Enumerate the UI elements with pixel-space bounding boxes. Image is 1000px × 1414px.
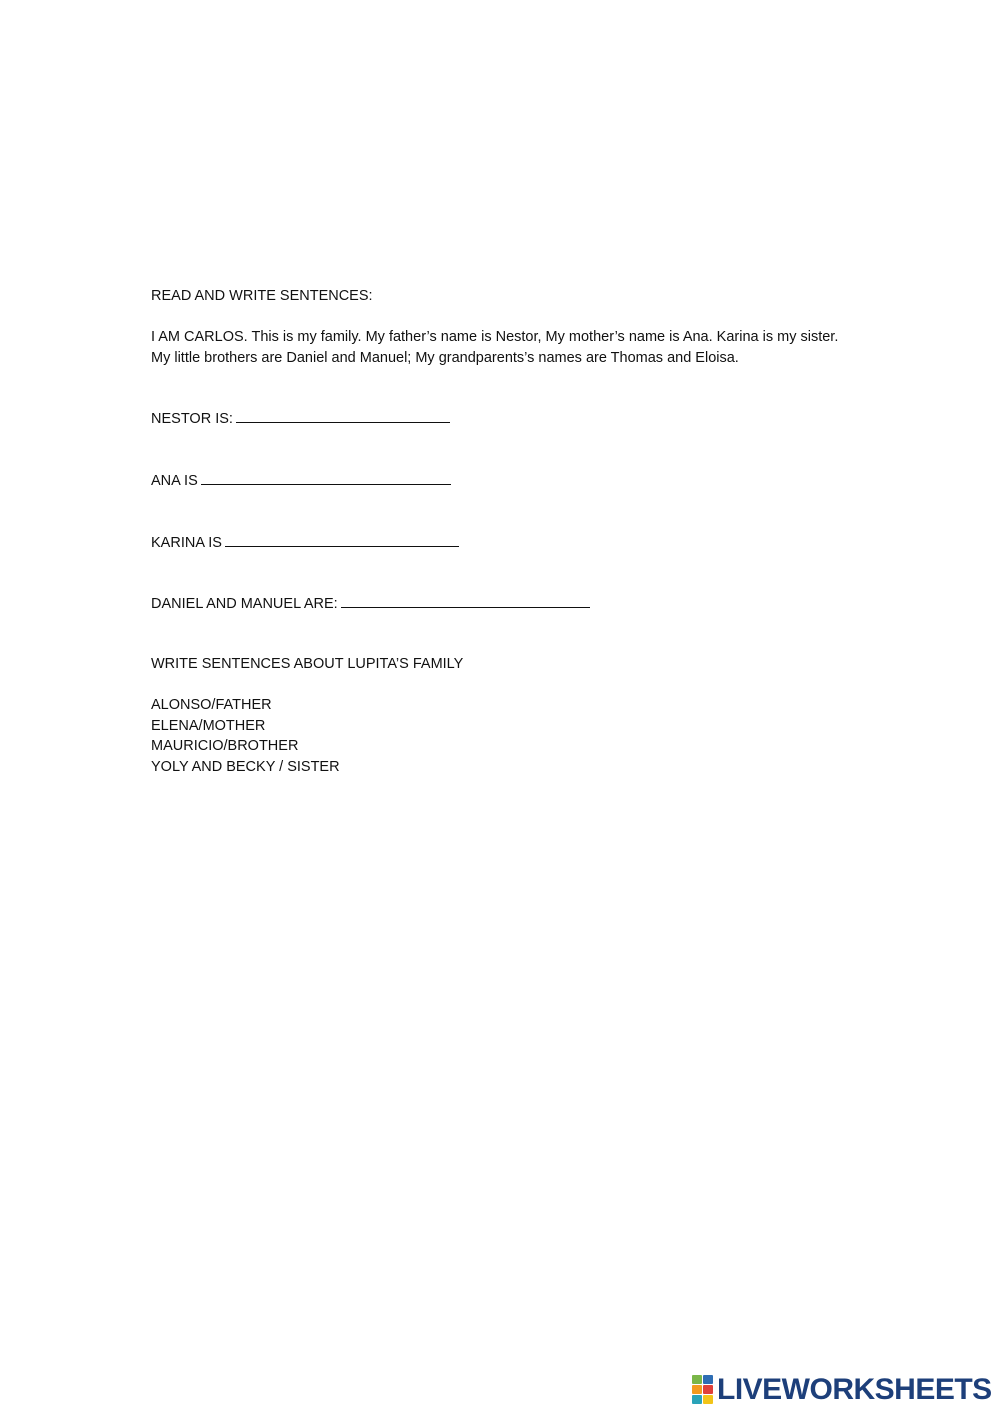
question-prompt: NESTOR IS: (151, 411, 233, 427)
question-prompt: KARINA IS (151, 535, 222, 551)
question-prompt: ANA IS (151, 473, 198, 489)
logo-tile (692, 1395, 702, 1404)
logo-tile (703, 1375, 713, 1384)
question-row (151, 408, 450, 429)
logo-text: LIVEWORKSHEETS (717, 1373, 992, 1406)
question-row (151, 593, 590, 614)
instruction-read-write: READ AND WRITE SENTENCES: (151, 288, 373, 304)
question-row (151, 470, 451, 491)
list-item: ELENA/MOTHER (151, 718, 266, 734)
logo-tile (703, 1395, 713, 1404)
logo-tile (692, 1385, 702, 1394)
story-paragraph: I AM CARLOS. This is my family. My father’s name is Nestor, My mother’s name is Ana. Karina is my sister. My little brothers are Daniel and Manuel; My grandparents’s names are Thomas and Eloisa. (151, 329, 839, 366)
question-prompt: DANIEL AND MANUEL ARE: (151, 596, 338, 612)
instruction-lupita-family: WRITE SENTENCES ABOUT LUPITA’S FAMILY (151, 656, 464, 672)
logo-tile (703, 1385, 713, 1394)
liveworksheets-logo (692, 1372, 992, 1408)
list-item: MAURICIO/BROTHER (151, 738, 299, 754)
question-row (151, 532, 459, 553)
list-item: YOLY AND BECKY / SISTER (151, 759, 340, 775)
logo-tile (692, 1375, 702, 1384)
answer-blank[interactable] (341, 593, 590, 608)
list-item: ALONSO/FATHER (151, 697, 272, 713)
answer-blank[interactable] (225, 532, 459, 547)
answer-blank[interactable] (236, 408, 450, 423)
answer-blank[interactable] (201, 470, 451, 485)
live-tiles-icon (692, 1375, 714, 1405)
